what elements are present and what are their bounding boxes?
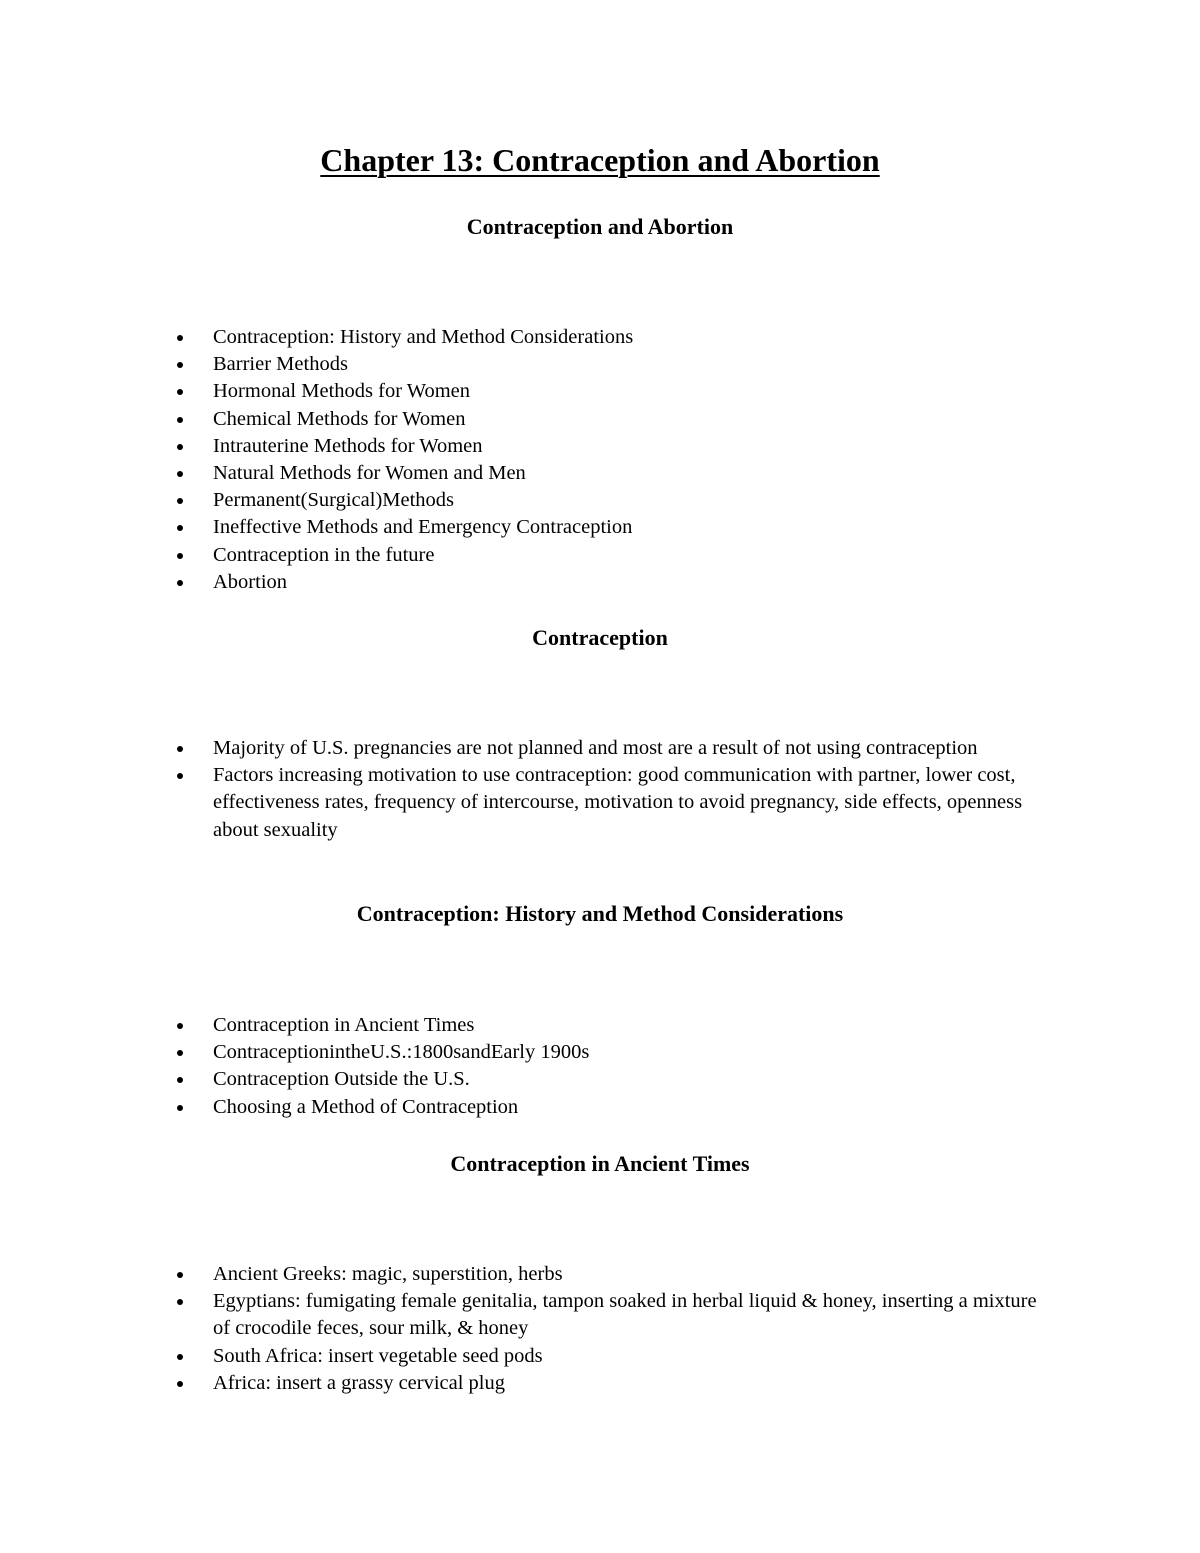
bullet-icon [177,1272,183,1278]
list-item-text: Ancient Greeks: magic, superstition, herbs [213,1263,563,1285]
bullet-icon [177,1105,183,1111]
bullet-icon [177,335,183,341]
chapter-title: Chapter 13: Contraception and Abortion [320,142,880,178]
list-item [175,433,1055,460]
bullet-icon [177,389,183,395]
list-item [175,1343,1055,1370]
list-item [175,324,1055,351]
list-item-text: Contraception Outside the U.S. [213,1068,470,1091]
list-item [175,1066,1055,1093]
list-item-text: Abortion [213,570,288,593]
bullet-icon [177,1077,183,1083]
bullet-icon [177,1023,183,1029]
bullet-list-ancient-times [175,1261,1055,1397]
bullet-icon [177,746,183,752]
list-item [175,735,1055,762]
list-item [175,569,1055,596]
list-item-text: Contraception in Ancient Times [213,1014,475,1036]
list-item [175,1370,1055,1397]
list-item-text: Intrauterine Methods for Women [213,434,483,457]
list-item [175,487,1055,514]
list-item-text: Natural Methods for Women and Men [213,462,526,485]
list-item-text: Contraception: History and Method Considerations [213,326,634,348]
list-item [175,762,1055,844]
bullet-icon [177,417,183,423]
bullet-icon [177,1381,183,1387]
list-item-text: Permanent(Surgical)Methods [213,489,455,512]
list-item-text: Factors increasing motivation to use contraception: good communication with partner, lower cost, effectiveness rates, frequency of intercourse, motivation to avoid pregnancy, side effects, openness about sexuality [213,764,1023,841]
list-item [175,1012,1055,1039]
section-heading-contraception-and-abortion: Contraception and Abortion [466,214,734,239]
list-item [175,460,1055,487]
section-heading-contraception: Contraception [532,625,668,650]
bullet-list-history-topics [175,1012,1055,1121]
list-item [175,351,1055,378]
bullet-icon [177,580,183,586]
bullet-icon [177,471,183,477]
list-item [175,514,1055,541]
list-item [175,406,1055,433]
list-item-text: ContraceptionintheU.S.:1800sandEarly 1900s [213,1041,590,1064]
bullet-icon [177,1299,183,1305]
list-item-text: South Africa: insert vegetable seed pods [213,1344,543,1367]
list-item-text: Ineffective Methods and Emergency Contraception [213,516,633,539]
bullet-icon [177,525,183,531]
bullet-icon [177,773,183,779]
bullet-icon [177,444,183,450]
list-item-text: Choosing a Method of Contraception [213,1095,519,1118]
list-item-text: Chemical Methods for Women [213,407,466,430]
list-item-text: Majority of U.S. pregnancies are not planned and most are a result of not using contraception [213,737,978,759]
list-item-text: Hormonal Methods for Women [213,380,471,403]
list-item [175,542,1055,569]
section-heading-contraception-in-ancient-times: Contraception in Ancient Times [450,1151,750,1176]
list-item-text: Barrier Methods [213,353,348,376]
bullet-icon [177,1050,183,1056]
list-item-text: Contraception in the future [213,543,435,566]
section-heading-history-and-method-considerations: Contraception: History and Method Considerations [356,901,844,926]
list-item [175,1094,1055,1121]
bullet-icon [177,498,183,504]
bullet-list-contraception [175,735,1055,844]
bullet-icon [177,362,183,368]
bullet-list-chapter-topics [175,324,1055,596]
list-item-text: Africa: insert a grassy cervical plug [213,1371,506,1394]
list-item [175,1039,1055,1066]
bullet-icon [177,1354,183,1360]
list-item [175,1288,1055,1342]
bullet-icon [177,553,183,559]
list-item-text: Egyptians: fumigating female genitalia, tampon soaked in herbal liquid & honey, inserting a mixture of crocodile feces, sour milk, & honey [213,1290,1037,1340]
list-item [175,1261,1055,1288]
list-item [175,378,1055,405]
